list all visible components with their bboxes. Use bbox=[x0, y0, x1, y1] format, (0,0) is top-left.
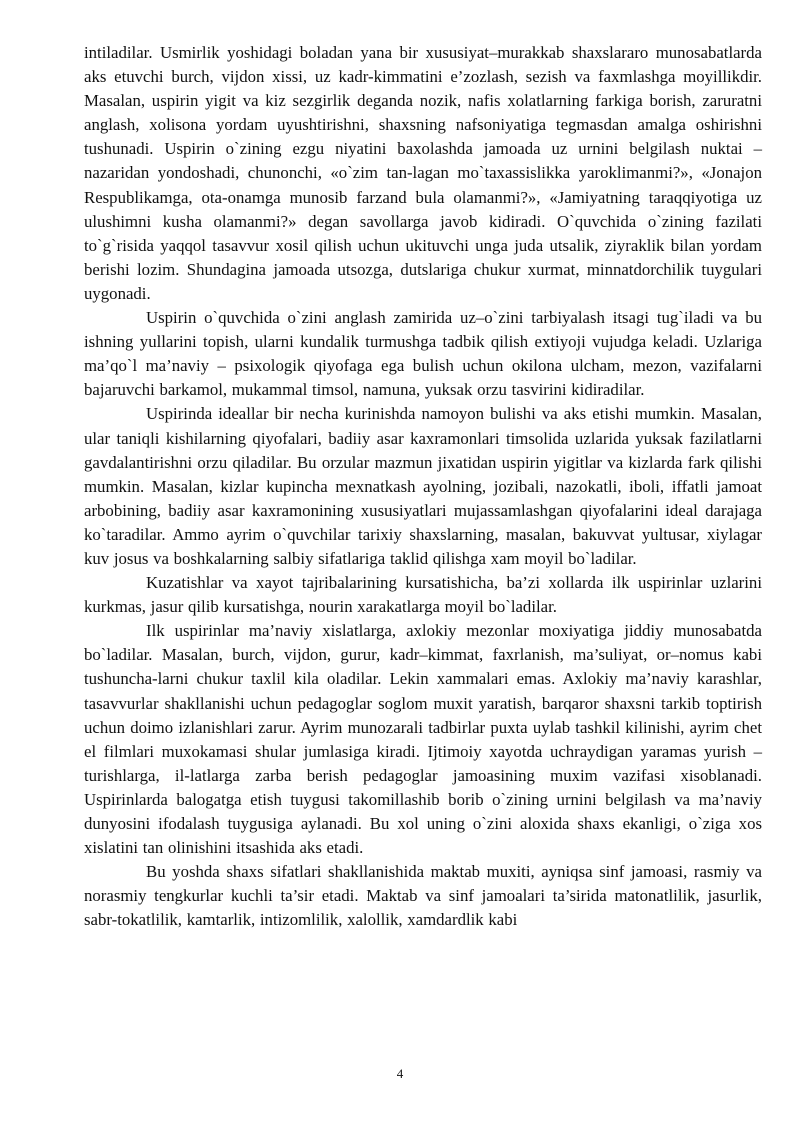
paragraph-3: Uspirinda ideallar bir necha kurinishda namoyon bulishi va aks etishi mumkin. Masalan, ular taniqli kishilarning qiyofalari, badiiy asar kaxramonlari timsolida uzlarida yuksak fazilatlarni gavdalantirishni orzu qiladilar. Bu orzular mazmun jixatidan uspirin yigitlar va kizlarda fark qilishi mumkin. Masalan, kizlar kupincha mexnatkash ayolning, jozibali, nazokatli, iboli, iffatli jamoat arbobining, badiiy asar kaxramonining xususiyatlari mujassamlashgan qiyofalarini ideal darajaga ko`taradilar. Ammo ayrim o`quvchilar tarixiy shaxslarning, masalan, bakuvvat yultusar, xiylagar kuv josus va boshkalarning salbiy sifatlariga taklid qilishga xam moyil bo`ladilar. bbox=[84, 404, 762, 568]
body-text bbox=[84, 41, 762, 932]
page-number: 4 bbox=[396, 1066, 404, 1081]
paragraph-4: Kuzatishlar va xayot tajribalarining kursatishicha, ba’zi xollarda ilk uspirinlar uzlarini kurkmas, jasur qilib kursatishga, nourin xarakatlarga moyil bo`ladilar. bbox=[84, 573, 762, 617]
paragraph-6: Bu yoshda shaxs sifatlari shakllanishida maktab muxiti, ayniqsa sinf jamoasi, rasmiy va norasmiy tengkurlar kuchli ta’sir etadi. Maktab va sinf jamoalari ta’sirida matonatlilik, jasurlik, sabr-tokatlilik, kamtarlik, intizomlilik, xalollik, xamdardlik kabi bbox=[84, 862, 762, 930]
paragraph-5: Ilk uspirinlar ma’naviy xislatlarga, axlokiy mezonlar moxiyatiga jiddiy munosabatda bo`ladilar. Masalan, burch, vijdon, gurur, kadr–kimmat, faxrlanish, ma’suliyat, or–nomus kabi tushuncha-larni chukur taxlil kila oladilar. Lekin xammalari emas. Axlokiy ma’naviy karashlar, tasavvurlar shakllanishi uchun pedagoglar soglom muxit yaratish, barqaror shaxsni tarkib toptirish uchun doimo izlanishlari zarur. Ayrim munozarali tadbirlar puxta uylab tashkil kilinishi, ayrim chet el filmlari muxokamasi shular jumlasiga kiradi. Ijtimoiy xayotda uchraydigan yaramas yurish – turishlarga, il-latlarga zarba berish pedagoglar jamoasining muxim vazifasi xisoblanadi. Uspirinlarda balogatga etish tuygusi takomillashib borib o`zining urnini belgilash va ma’naviy dunyosini ifodalash tuygusiga aylanadi. Bu xol uning o`zini aloxida shaxs ekanligi, o`ziga xos xislatini tan olinishini itsashida aks etadi. bbox=[84, 621, 762, 858]
paragraph-2: Uspirin o`quvchida o`zini anglash zamirida uz–o`zini tarbiyalash itsagi tug`iladi va bu ishning yullarini topish, ularni kundalik turmushga tadbik qilish extiyoji vujudga keladi. Uzlariga ma’qo`l ma’naviy – psixologik qiyofaga ega bulish uchun okilona ulcham, mezon, vazifalarni bajaruvchi barkamol, mukammal timsol, namuna, yuksak orzu tasvirini kidiradilar. bbox=[84, 308, 762, 400]
paragraph-1: intiladilar. Usmirlik yoshidagi boladan yana bir xususiyat–murakkab shaxslararo munosabatlarda aks etuvchi burch, vijdon xissi, uz kadr-kimmatini e’zozlash, sezish va faxmlashga moyillikdir. Masalan, uspirin yigit va kiz sezgirlik deganda nozik, nafis xolatlarning farkiga borish, zaruratni anglash, xolisona yordam uyushtirishni, shaxsning nafsoniyatiga tegmasdan amalga oshirishni tushunadi. Uspirin o`zining ezgu niyatini baxolashda jamoada uz urnini belgilash nuktai – nazaridan yondoshadi, chunonchi, «o`zim tan-lagan mo`taxassislikka yaroklimanmi?», «Jonajon Respublikamga, ota-onamga munosib farzand bula olamanmi?», «Jamiyatning taraqqiyotiga uz ulushimni kusha olamanmi?» degan savollarga javob kidiradi. O`quvchida o`zining fazilati to`g`risida yaqqol tasavvur xosil qilish uchun ukituvchi unga juda utsalik, ziyraklik bilan yordam berishi lozim. Shundagina jamoada utsozga, dutslariga chukur xurmat, minnatdorchilik tuygulari uygonadi. bbox=[84, 43, 762, 303]
